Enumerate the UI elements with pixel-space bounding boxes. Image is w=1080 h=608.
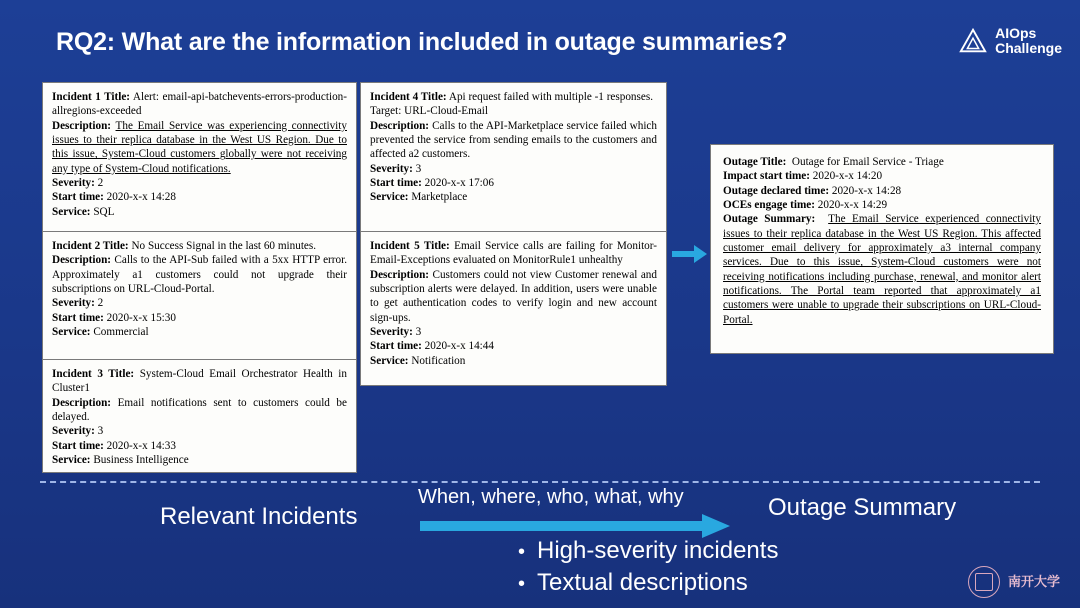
outage-title-value: Outage for Email Service - Triage — [791, 156, 944, 168]
incident-5-description-label: Description: — [370, 268, 430, 281]
outage-impact-value: 2020-x-x 14:20 — [812, 170, 883, 183]
incident-card-1 — [42, 82, 357, 232]
bullet-icon: • — [518, 572, 526, 595]
aiops-challenge-logo — [958, 26, 1062, 56]
logo-line-2: Challenge — [995, 40, 1062, 56]
incident-2-title-value: No Success Signal in the last 60 minutes. — [131, 240, 317, 252]
incident-5-title-label: Incident 5 Title: — [370, 240, 450, 252]
incident-4-service-value: Marketplace — [411, 191, 468, 204]
incident-1-start-label: Start time: — [52, 191, 104, 204]
incident-4-start-label: Start time: — [370, 176, 422, 189]
list-item — [518, 567, 778, 599]
incident-5-service-value: Notification — [411, 354, 466, 367]
section-divider — [40, 481, 1040, 483]
incident-3-service-label: Service: — [52, 453, 91, 466]
incident-4-title-label: Incident 4 Title: — [370, 91, 447, 103]
incident-5-severity-value: 3 — [415, 325, 422, 338]
incident-2-severity-value: 2 — [97, 297, 104, 310]
incident-3-service-value: Business Intelligence — [93, 453, 189, 466]
incident-5-description-value: Customers could not view Customer renewal and subscription alerts were delayed. In addition, users were unable to get authentication codes to verify login and new account sign-ups. — [370, 268, 657, 324]
incident-2-service-value: Commercial — [93, 325, 149, 338]
transformation-label: When, where, who, what, why — [418, 486, 684, 508]
outage-summary-card — [710, 144, 1054, 354]
outage-declared-label: Outage declared time: — [723, 184, 830, 197]
outage-summary-label: Outage Summary — [768, 494, 957, 521]
incident-4-target-label: Target: — [370, 105, 402, 118]
university-name: 南开大学 — [1007, 573, 1060, 589]
outage-summary-value: The Email Service experienced connectivity issues to their replica database in the West US Region. This affected customer email delivery for approximately a3 internal company services. Due to this issue, System-Cloud customers were not receiving notifications including purchase, renewal, and monitor alert notifications. The Portal team reported that approximately a1 customers were unable to upgrade their subscriptions on URL-Cloud-Portal. — [723, 213, 1042, 326]
incident-1-description-value: The Email Service was experiencing connectivity issues to their replica database in the West US Region. Due to this issue, System-Cloud customers globally were not receiving any type of System-Cloud notifications. — [52, 119, 347, 175]
incident-1-service-label: Service: — [52, 205, 91, 218]
outage-oces-value: 2020-x-x 14:29 — [817, 198, 888, 211]
outage-oces-label: OCEs engage time: — [723, 198, 815, 211]
incident-4-severity-value: 3 — [415, 162, 422, 175]
incident-card-5 — [360, 231, 667, 386]
university-seal-icon — [968, 566, 1000, 598]
incident-4-description-label: Description: — [370, 119, 430, 132]
incident-5-service-label: Service: — [370, 354, 409, 367]
incident-3-severity-label: Severity: — [52, 425, 95, 438]
incident-5-start-label: Start time: — [370, 340, 422, 353]
incident-4-service-label: Service: — [370, 191, 409, 204]
incident-3-description-value: Email notifications sent to customers could be delayed. — [52, 396, 347, 423]
incident-5-start-value: 2020-x-x 14:44 — [424, 340, 494, 353]
flow-arrow-icon — [672, 243, 708, 265]
incident-5-severity-label: Severity: — [370, 325, 413, 338]
incident-4-title-value: Api request failed with multiple -1 responses. — [448, 91, 653, 103]
outage-title-label: Outage Title: — [723, 156, 787, 168]
logo-line-1: AIOps — [995, 25, 1037, 42]
bullet-text: High-severity incidents — [537, 537, 779, 564]
aiops-triangle-icon — [958, 26, 988, 56]
relevant-incidents-label: Relevant Incidents — [160, 503, 358, 530]
incident-1-severity-value: 2 — [97, 176, 104, 189]
incident-1-start-value: 2020-x-x 14:28 — [106, 191, 176, 204]
incident-3-title-value: System-Cloud Email Orchestrator Health in Cluster1 — [52, 368, 347, 395]
incident-1-title-label: Incident 1 Title: — [52, 91, 131, 103]
incident-3-start-label: Start time: — [52, 439, 104, 452]
incident-3-description-label: Description: — [52, 396, 112, 409]
page-title: RQ2: What are the information included in outage summaries? — [56, 28, 788, 56]
university-logo — [968, 566, 1060, 598]
bullet-list — [518, 535, 778, 598]
incident-2-start-value: 2020-x-x 15:30 — [106, 311, 176, 324]
incident-2-description-label: Description: — [52, 254, 112, 267]
bullet-text: Textual descriptions — [537, 568, 748, 596]
incident-1-service-value: SQL — [93, 205, 115, 218]
incident-1-title-value: Alert: email-api-batchevents-errors-production-allregions-exceeded — [52, 91, 347, 118]
logo-text — [995, 26, 1062, 55]
incident-2-severity-label: Severity: — [52, 297, 95, 310]
incident-5-title-value: Email Service calls are failing for Monitor-Email-Exceptions evaluated on MonitorRule1 unhealthy — [370, 240, 658, 267]
incident-4-start-value: 2020-x-x 17:06 — [424, 176, 494, 189]
outage-impact-label: Impact start time: — [723, 170, 810, 183]
incident-2-description-value: Calls to the API-Sub failed with a 5xx HTTP error. Approximately a1 customers could not upgrade their subscriptions on URL-Cloud-Portal. — [52, 254, 348, 295]
incident-3-severity-value: 3 — [97, 425, 104, 438]
list-item — [518, 535, 778, 567]
incident-4-target-value: URL-Cloud-Email — [404, 105, 489, 118]
outage-declared-value: 2020-x-x 14:28 — [831, 184, 902, 197]
incident-1-severity-label: Severity: — [52, 176, 95, 189]
incident-2-start-label: Start time: — [52, 311, 104, 324]
incident-4-severity-label: Severity: — [370, 162, 413, 175]
incident-3-title-label: Incident 3 Title: — [52, 368, 135, 380]
incident-card-3 — [42, 359, 357, 473]
incident-4-description-value: Calls to the API-Marketplace service failed which prevented the service from sending emails to the customers and affected a2 customers. — [370, 119, 657, 161]
incident-card-2 — [42, 231, 357, 360]
incident-2-title-label: Incident 2 Title: — [52, 240, 129, 252]
incident-card-4 — [360, 82, 667, 232]
bullet-icon: • — [518, 541, 526, 563]
incident-2-service-label: Service: — [52, 325, 91, 338]
incident-3-start-value: 2020-x-x 14:33 — [106, 439, 176, 452]
outage-summary-label: Outage Summary: — [723, 213, 816, 226]
incident-1-description-label: Description: — [52, 119, 112, 132]
